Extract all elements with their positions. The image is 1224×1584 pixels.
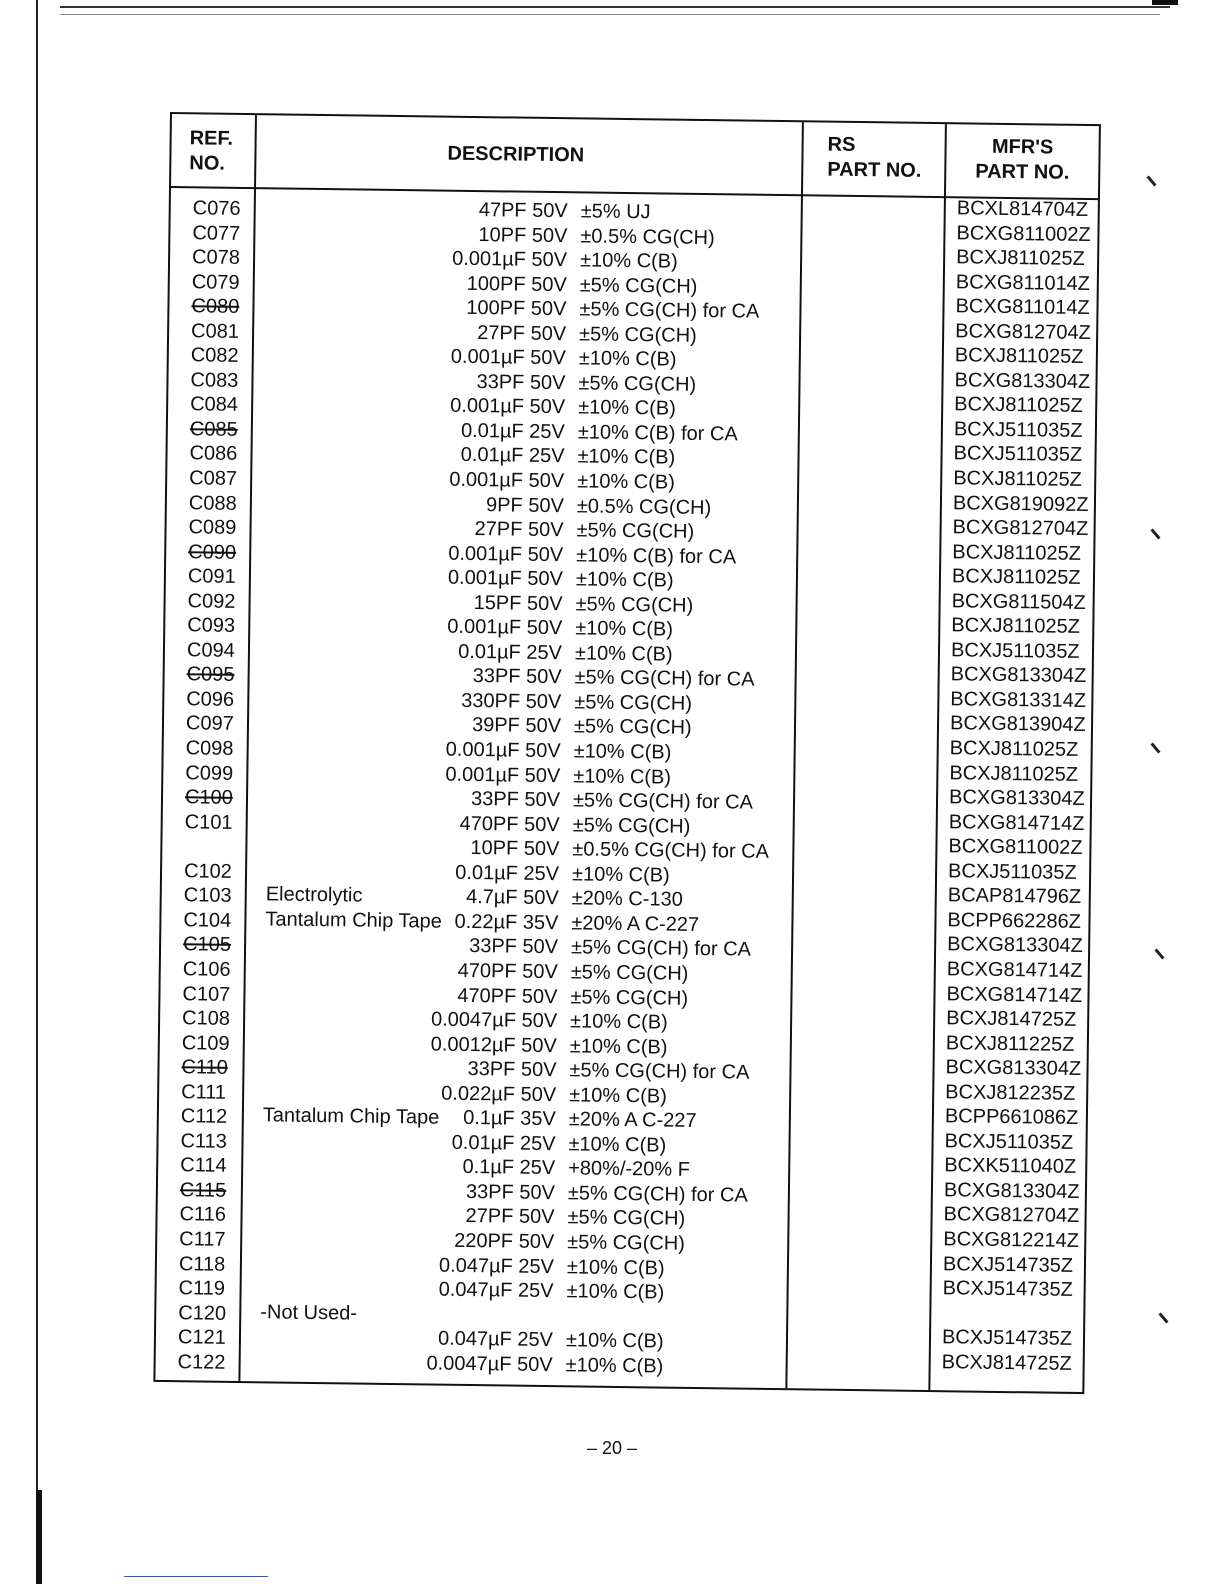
description-value: 10PF 50V xyxy=(478,223,568,247)
description-spec: ±10% C(B) xyxy=(569,1034,668,1059)
ref-cell: C105 xyxy=(182,933,232,957)
description-spec: ±20% C-130 xyxy=(571,887,683,912)
ref-cell: C077 xyxy=(192,221,241,245)
ref-cell: C111 xyxy=(181,1080,227,1104)
description-value: 0.022µF 50V xyxy=(441,1082,557,1106)
scan-corner-mark xyxy=(1152,0,1178,5)
description-spec: ±10% C(B) xyxy=(578,347,677,371)
ref-cell: C084 xyxy=(190,393,239,417)
description-value: 33PF 50V xyxy=(476,370,566,395)
scan-left-edge xyxy=(36,0,38,1584)
description-spec: ±5% CG(CH) xyxy=(579,274,698,298)
mfr-part-no-cell: BCXG812704Z xyxy=(943,1203,1080,1228)
description-value: 15PF 50V xyxy=(473,591,563,615)
description-value: 470PF 50V xyxy=(459,812,560,836)
mfr-part-no-cell: BCXL814704Z xyxy=(956,197,1089,222)
mfr-part-no-cell: BCXJ814725Z xyxy=(941,1350,1072,1375)
mfr-part-no-cell: BCXJ514735Z xyxy=(942,1252,1074,1277)
scan-top-line-faint xyxy=(60,14,1160,15)
description-value: 0.01µF 25V xyxy=(458,640,563,665)
ref-cell: C120 xyxy=(178,1301,227,1325)
description-value: 0.001µF 50V xyxy=(449,468,565,493)
ref-cell: C095 xyxy=(186,663,235,687)
description-type: Tantalum Chip Tape xyxy=(262,1104,440,1129)
description-value: 33PF 50V xyxy=(469,935,559,959)
mfr-part-no-cell: BCXJ814725Z xyxy=(946,1007,1077,1031)
description-spec: ±10% C(B) for CA xyxy=(576,544,737,569)
mfr-part-no-cell: BCXJ514735Z xyxy=(941,1326,1073,1351)
mfr-part-no-cell: BCPP662286Z xyxy=(947,909,1082,933)
description-spec: ±5% CG(CH) xyxy=(567,1231,686,1255)
description-value: 27PF 50V xyxy=(465,1205,555,1229)
mfr-part-no-cell: BCXG813304Z xyxy=(954,369,1091,393)
mfr-part-no-cell: BCXG813304Z xyxy=(950,663,1087,688)
description-value: 0.22µF 35V xyxy=(454,910,559,935)
description-value: 0.001µF 50V xyxy=(448,542,564,566)
description-value: 0.0012µF 50V xyxy=(430,1033,557,1057)
mfr-part-no-cell: BCXJ811025Z xyxy=(949,761,1079,786)
page-number: – 20 – xyxy=(586,1438,638,1458)
ref-cell: C103 xyxy=(183,884,232,908)
ref-cell: C116 xyxy=(179,1203,227,1227)
description-value: 470PF 50V xyxy=(457,959,558,984)
ref-cell: C096 xyxy=(186,688,235,711)
description-value: 0.01µF 25V xyxy=(451,1131,556,1155)
description-spec: ±10% C(B) xyxy=(568,1133,667,1157)
ref-cell: C113 xyxy=(180,1130,227,1153)
description-spec: ±5% CG(CH) for CA xyxy=(579,298,760,323)
mfr-part-no-cell: BCXG813314Z xyxy=(950,688,1087,712)
mfr-part-no-cell: BCXJ811025Z xyxy=(952,540,1082,565)
mfr-part-no-cell: BCXG812704Z xyxy=(952,516,1089,541)
ref-cell: C117 xyxy=(179,1228,226,1251)
ref-cell: C101 xyxy=(184,810,233,834)
ref-cell: C093 xyxy=(187,614,236,638)
description-type: Tantalum Chip Tape xyxy=(265,908,442,933)
ref-cell: C085 xyxy=(189,418,238,441)
ref-cell: C115 xyxy=(179,1179,227,1202)
mfr-part-no-cell: BCXJ811025Z xyxy=(951,565,1081,590)
description-spec: ±5% CG(CH) xyxy=(576,519,695,544)
mfr-part-no-cell: BCXJ514735Z xyxy=(942,1277,1073,1301)
ref-cell: C122 xyxy=(177,1350,226,1374)
description-spec: ±10% C(B) xyxy=(565,1353,664,1378)
scan-speck xyxy=(1146,175,1156,186)
description-type: Electrolytic xyxy=(265,883,363,907)
mfr-part-no-cell: BCXG813304Z xyxy=(947,933,1083,958)
description-spec: ±20% A C-227 xyxy=(571,912,700,936)
description-spec: ±0.5% CG(CH) xyxy=(576,494,712,519)
description-spec: ±10% C(B) xyxy=(575,568,674,592)
description-value: 0.1µF 25V xyxy=(462,1156,556,1180)
description-value: 220PF 50V xyxy=(454,1229,555,1254)
ref-cell: C080 xyxy=(191,295,240,319)
mfr-part-no-cell: BCAP814796Z xyxy=(947,884,1082,909)
ref-cell: C078 xyxy=(191,246,241,270)
description-spec: ±5% CG(CH) xyxy=(575,593,694,617)
mfr-part-no-cell: BCPP661086Z xyxy=(944,1105,1079,1130)
ref-cell: C098 xyxy=(185,737,234,760)
mfr-part-no-cell: BCXG813304Z xyxy=(948,786,1085,811)
ref-cell: C076 xyxy=(192,197,241,220)
description-value: 0.0047µF 50V xyxy=(430,1008,558,1033)
table-row xyxy=(156,1348,1083,1385)
mfr-part-no-cell: BCXJ511035Z xyxy=(953,418,1083,442)
description-spec: ±10% C(B) xyxy=(565,1329,664,1353)
description-spec: ±5% CG(CH) xyxy=(570,985,689,1010)
description-spec: ±5% CG(CH) for CA xyxy=(569,1059,750,1084)
scan-bottom-line xyxy=(124,1576,268,1577)
description-value: 10PF 50V xyxy=(470,837,560,861)
description-spec: ±5% CG(CH) for CA xyxy=(572,789,754,814)
description-value: 0.001µF 50V xyxy=(445,738,561,763)
description-value: 0.047µF 25V xyxy=(437,1327,554,1352)
ref-cell: C094 xyxy=(186,639,235,662)
description-spec: ±10% C(B) xyxy=(577,470,676,494)
description-spec: ±10% C(B) xyxy=(566,1255,665,1280)
description-value: 100PF 50V xyxy=(466,272,567,296)
description-spec: ±5% UJ xyxy=(580,200,651,224)
description-value: 0.001µF 50V xyxy=(450,395,566,419)
ref-cell: C089 xyxy=(188,516,237,540)
ref-cell: C112 xyxy=(180,1105,228,1129)
mfr-part-no-cell: BCXG819092Z xyxy=(952,491,1089,516)
mfr-part-no-cell: BCXK511040Z xyxy=(944,1154,1077,1179)
description-value: 0.001µF 50V xyxy=(445,763,561,787)
description-type: -Not Used- xyxy=(260,1300,358,1325)
ref-cell: C099 xyxy=(185,761,234,785)
description-spec: ±10% C(B) xyxy=(578,396,676,421)
mfr-part-no-cell: BCXJ811025Z xyxy=(949,737,1079,761)
mfr-part-no-cell: BCXG813304Z xyxy=(945,1056,1082,1081)
description-spec: ±5% CG(CH) for CA xyxy=(574,666,755,692)
ref-cell: C106 xyxy=(182,958,231,981)
mfr-part-no-cell: BCXG811002Z xyxy=(948,835,1083,860)
description-value: 0.01µF 25V xyxy=(455,861,560,885)
description-value: 9PF 50V xyxy=(485,493,565,517)
description-value: 33PF 50V xyxy=(465,1180,556,1205)
ref-cell: C102 xyxy=(183,860,233,883)
ref-cell: C108 xyxy=(181,1007,231,1030)
ref-cell: C119 xyxy=(178,1277,226,1300)
description-value: 0.047µF 25V xyxy=(438,1278,554,1303)
mfr-part-no-cell: BCXG811014Z xyxy=(955,270,1091,295)
description-spec: ±10% C(B) for CA xyxy=(577,421,738,446)
ref-cell: C081 xyxy=(190,320,240,343)
description-spec: ±20% A C-227 xyxy=(568,1108,697,1133)
description-spec: ±10% C(B) xyxy=(569,1010,668,1034)
description-spec: ±5% CG(CH) xyxy=(572,814,691,838)
description-value: 33PF 50V xyxy=(470,788,561,812)
description-value: 27PF 50V xyxy=(477,321,567,345)
ref-cell: C107 xyxy=(182,982,231,1006)
description-spec: ±5% CG(CH) for CA xyxy=(567,1182,748,1207)
description-value: 100PF 50V xyxy=(466,297,567,321)
description-value: 27PF 50V xyxy=(474,518,564,542)
ref-cell: C083 xyxy=(190,369,239,392)
description-value: 39PF 50V xyxy=(471,714,562,738)
mfr-part-no-cell: BCXJ811225Z xyxy=(945,1031,1075,1056)
description-spec: ±10% C(B) xyxy=(569,1083,667,1108)
mfr-part-no-cell: BCXJ811025Z xyxy=(954,393,1083,418)
scan-speck xyxy=(1150,742,1160,753)
ref-cell: C091 xyxy=(187,565,236,589)
mfr-part-no-cell: BCXG811014Z xyxy=(955,295,1090,320)
description-spec: ±5% CG(CH) xyxy=(574,691,693,715)
header-description: DESCRIPTION xyxy=(447,142,585,167)
description-value: 0.01µF 25V xyxy=(460,444,565,468)
mfr-part-no-cell: BCXJ811025Z xyxy=(956,246,1085,271)
description-spec: ±5% CG(CH) xyxy=(570,961,689,985)
description-value: 0.1µF 35V xyxy=(463,1107,556,1131)
ref-cell: C087 xyxy=(189,467,238,490)
description-spec: ±0.5% CG(CH) for CA xyxy=(572,838,770,864)
description-value: 0.001µF 50V xyxy=(447,615,563,640)
mfr-part-no-cell: BCXG814714Z xyxy=(946,982,1083,1007)
mfr-part-no-cell: BCXG813304Z xyxy=(943,1179,1080,1203)
description-spec: ±0.5% CG(CH) xyxy=(580,224,715,249)
mfr-part-no-cell: BCXJ812235Z xyxy=(945,1080,1076,1105)
ref-cell: C090 xyxy=(188,540,237,564)
table-body xyxy=(156,194,1098,1384)
mfr-part-no-cell: BCXJ511035Z xyxy=(950,639,1080,663)
description-spec: ±10% C(B) xyxy=(579,249,678,273)
description-spec: ±10% C(B) xyxy=(573,740,672,764)
description-value: 470PF 50V xyxy=(457,984,558,1008)
description-value: 330PF 50V xyxy=(461,689,562,714)
scan-speck xyxy=(1158,1312,1168,1323)
ref-cell: C104 xyxy=(183,909,232,932)
description-value: 0.001µF 50V xyxy=(452,247,568,272)
ref-cell: C092 xyxy=(187,590,236,613)
description-spec: ±10% C(B) xyxy=(574,642,673,666)
ref-cell: C082 xyxy=(190,344,239,368)
description-value: 0.001µF 50V xyxy=(447,566,564,591)
ref-cell: C114 xyxy=(180,1154,227,1178)
ref-cell: C100 xyxy=(184,786,233,810)
mfr-part-no-cell: BCXG811504Z xyxy=(951,590,1086,614)
mfr-part-no-cell: BCXJ511035Z xyxy=(947,860,1077,884)
mfr-part-no-cell: BCXJ811025Z xyxy=(954,344,1084,369)
description-spec: ±10% C(B) xyxy=(573,764,672,789)
description-spec: ±10% C(B) xyxy=(566,1280,665,1304)
mfr-part-no-cell: BCXG813904Z xyxy=(949,712,1086,737)
description-value: 33PF 50V xyxy=(467,1058,557,1082)
scan-top-line xyxy=(60,6,1170,8)
description-spec: ±5% CG(CH) for CA xyxy=(570,936,752,962)
mfr-part-no-cell: BCXG814714Z xyxy=(946,958,1083,982)
description-spec: ±5% CG(CH) xyxy=(573,715,692,740)
mfr-part-no-cell: BCXG814714Z xyxy=(948,810,1085,835)
mfr-part-no-cell: BCXJ511035Z xyxy=(944,1130,1074,1154)
description-value: 0.01µF 25V xyxy=(460,419,565,444)
description-spec: ±5% CG(CH) xyxy=(578,323,697,347)
header-rs-part-no: RS PART NO. xyxy=(827,133,922,182)
mfr-part-no-cell: BCXG811002Z xyxy=(956,221,1091,246)
ref-cell: C079 xyxy=(191,270,240,294)
header-mfr-part-no: MFR'S PART NO. xyxy=(975,135,1070,184)
mfr-part-no-cell: BCXJ511035Z xyxy=(953,442,1083,467)
description-value: 47PF 50V xyxy=(478,199,568,223)
description-spec: ±10% C(B) xyxy=(577,445,676,470)
mfr-part-no-cell: BCXJ811025Z xyxy=(951,614,1081,639)
description-spec: +80%/-20% F xyxy=(568,1157,691,1182)
description-spec: ±5% CG(CH) xyxy=(578,372,697,396)
description-value: 0.047µF 25V xyxy=(438,1254,555,1278)
ref-cell: C088 xyxy=(188,491,237,515)
description-spec: ±10% C(B) xyxy=(575,617,674,641)
scan-speck xyxy=(1154,948,1164,959)
description-spec: ±5% CG(CH) xyxy=(567,1206,686,1231)
description-value: 0.0047µF 50V xyxy=(426,1352,553,1376)
ref-cell: C109 xyxy=(181,1031,230,1055)
scan-speck xyxy=(1150,528,1160,539)
description-spec: ±10% C(B) xyxy=(571,863,670,887)
description-value: 4.7µF 50V xyxy=(465,886,559,910)
ref-cell: C118 xyxy=(178,1252,226,1276)
mfr-part-no-cell: BCXG812704Z xyxy=(955,320,1091,344)
ref-cell: C086 xyxy=(189,442,238,466)
mfr-part-no-cell: BCXG812214Z xyxy=(943,1228,1080,1252)
description-value: 33PF 50V xyxy=(472,665,562,689)
ref-cell: C110 xyxy=(181,1056,228,1079)
mfr-part-no-cell: BCXJ811025Z xyxy=(953,467,1082,491)
description-value: 0.001µF 50V xyxy=(450,345,566,370)
ref-cell: C121 xyxy=(177,1326,226,1349)
ref-cell: C097 xyxy=(185,712,234,736)
parts-list-table xyxy=(153,112,1101,1394)
header-ref-no: REF. NO. xyxy=(189,127,234,175)
scan-left-edge-dark xyxy=(36,1490,42,1584)
